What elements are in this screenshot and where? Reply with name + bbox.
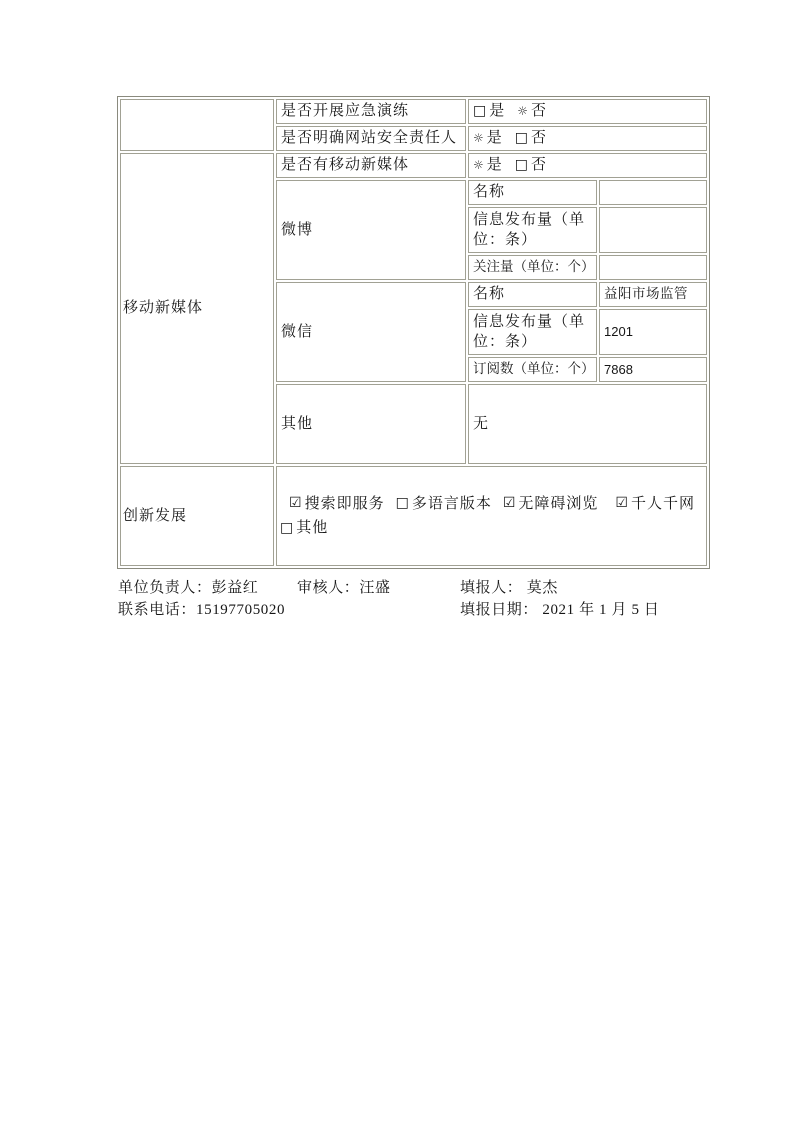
section-label-innovation: 创新发展 [120, 466, 274, 566]
checkbox-unchecked-icon: □ [280, 519, 295, 536]
section-mobile-media [119, 152, 708, 465]
other-media-block [275, 383, 708, 465]
option-label: 多语言版本 [411, 495, 492, 512]
table-row [467, 356, 708, 383]
footer-line-1 [118, 577, 710, 599]
field-value-wechat-posts: 1201 [599, 309, 707, 355]
table-row [467, 254, 708, 281]
field-value-weibo-followers [599, 255, 707, 280]
radio-selected-icon: ☼ [517, 104, 530, 119]
table-row [467, 179, 708, 206]
media-other-label: 其他 [276, 384, 466, 464]
option-no [515, 155, 547, 175]
field-label-wechat-name: 名称 [468, 282, 597, 307]
section-security [119, 98, 708, 152]
field-label-weibo-name: 名称 [468, 180, 597, 205]
section-label-mobile-media: 移动新媒体 [120, 153, 274, 464]
footer-reviewer: 审核人：汪盛 [297, 580, 391, 596]
footer-filler: 填报人： 莫杰 [460, 580, 558, 596]
option-label: 无障碍浏览 [518, 495, 599, 512]
field-label-weibo-followers: 关注量（单位：个） [468, 255, 597, 280]
innovation-options-cell [276, 466, 707, 566]
footer-line-2 [118, 599, 710, 621]
row-value-emergency-drill [468, 99, 707, 124]
option-label: 否 [531, 157, 548, 174]
footer [118, 577, 710, 621]
row-label-security-officer: 是否明确网站安全责任人 [276, 126, 466, 151]
row-label-has-mobile-media: 是否有移动新媒体 [276, 153, 466, 178]
option-search-as-service [289, 494, 385, 514]
table-row [467, 308, 708, 356]
option-other [280, 518, 328, 538]
radio-selected-icon: ☼ [473, 131, 485, 146]
option-yes [473, 155, 503, 175]
table-row [275, 125, 708, 152]
option-yes [473, 128, 503, 148]
option-label: 否 [531, 103, 548, 120]
field-value-wechat-name: 益阳市场监管 [599, 282, 707, 307]
footer-date: 填报日期： 2021 年 1 月 5 日 [460, 602, 660, 618]
option-yes [473, 101, 505, 121]
option-label: 否 [531, 130, 548, 147]
option-thousand-people [615, 494, 695, 514]
footer-responsible-person: 单位负责人：彭益红 [118, 580, 259, 596]
section-label-cell-empty [120, 99, 274, 151]
table-row [275, 152, 708, 179]
option-multilingual [396, 494, 492, 514]
innovation-options-line2 [280, 518, 339, 538]
row-label-emergency-drill: 是否开展应急演练 [276, 99, 466, 124]
field-label-wechat-subscribers: 订阅数（单位：个） [468, 357, 597, 382]
media-wechat-label: 微信 [276, 282, 466, 382]
option-label: 千人千网 [630, 495, 695, 512]
option-label: 其他 [296, 520, 329, 536]
wechat-block [275, 281, 708, 383]
option-no [515, 128, 547, 148]
option-label: 是 [489, 103, 506, 120]
innovation-options-line1 [280, 494, 706, 514]
option-no [517, 101, 547, 121]
option-label: 是 [486, 157, 503, 174]
radio-selected-icon: ☼ [473, 158, 485, 173]
checkbox-unchecked-icon: □ [514, 157, 530, 174]
field-value-other-media: 无 [468, 384, 707, 464]
checkbox-unchecked-icon: □ [514, 130, 530, 147]
row-value-has-mobile-media [468, 153, 707, 178]
checkbox-unchecked-icon: □ [473, 103, 488, 120]
option-label: 是 [486, 130, 503, 147]
field-value-weibo-name [599, 180, 707, 205]
table-row [275, 98, 708, 125]
footer-phone: 联系电话：15197705020 [118, 602, 286, 618]
row-value-security-officer [468, 126, 707, 151]
field-value-weibo-posts [599, 207, 707, 253]
media-weibo-label: 微博 [276, 180, 466, 280]
field-label-wechat-posts: 信息发布量（单位：条） [468, 309, 597, 355]
checkbox-unchecked-icon: □ [395, 495, 410, 512]
checkbox-checked-icon: ☑ [502, 495, 517, 512]
checkbox-checked-icon: ☑ [615, 495, 629, 512]
section-innovation [119, 465, 708, 567]
report-table [117, 96, 710, 569]
field-label-weibo-posts: 信息发布量（单位：条） [468, 207, 597, 253]
table-row [467, 206, 708, 254]
field-value-wechat-subscribers: 7868 [599, 357, 707, 382]
checkbox-checked-icon: ☑ [289, 495, 303, 512]
table-row [467, 281, 708, 308]
weibo-block [275, 179, 708, 281]
option-accessible-browsing [503, 494, 599, 514]
option-label: 搜索即服务 [304, 495, 385, 512]
